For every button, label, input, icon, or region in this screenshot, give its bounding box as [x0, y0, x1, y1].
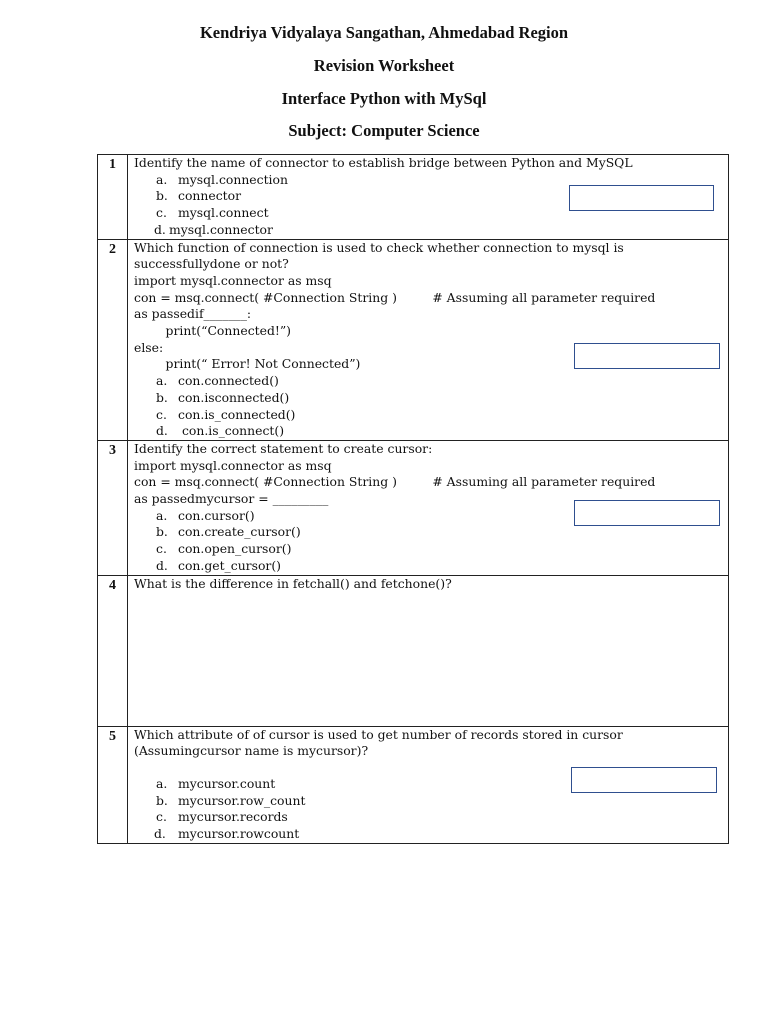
- answer-option: a. con.cursor(): [156, 507, 255, 523]
- question-body: [128, 726, 729, 843]
- question-text: successfullydone or not?: [134, 256, 289, 272]
- question-body: [128, 239, 729, 440]
- answer-option: b. con.isconnected(): [156, 389, 290, 405]
- answer-option: a. mysql.connection: [156, 171, 288, 187]
- answer-option: d. con.is_connect(): [156, 423, 285, 439]
- answer-box[interactable]: [571, 767, 717, 793]
- code-line: con = msq.connect( #Connection String ) # Assuming all parameter required: [134, 289, 656, 305]
- answer-box[interactable]: [569, 185, 714, 211]
- code-line: as passedmycursor = _________: [134, 491, 329, 507]
- question-number: 3: [98, 440, 128, 575]
- answer-option: c. con.is_connected(): [156, 406, 296, 422]
- question-text: Which attribute of of cursor is used to get number of records stored in cursor: [134, 726, 623, 742]
- answer-option: c. mysql.connect: [156, 205, 269, 221]
- question-row: [98, 155, 729, 240]
- answer-option: d. mysql.connector: [154, 221, 273, 237]
- code-line: print(“ Error! Not Connected”): [134, 356, 361, 372]
- answer-option: c. mycursor.records: [156, 809, 288, 825]
- question-number: 1: [98, 155, 128, 240]
- answer-space[interactable]: [134, 592, 728, 724]
- question-body: [128, 155, 729, 240]
- code-line: import mysql.connector as msq: [134, 272, 332, 288]
- answer-option: b. con.create_cursor(): [156, 524, 301, 540]
- question-number: 2: [98, 239, 128, 440]
- code-line: else:: [134, 339, 164, 355]
- answer-box[interactable]: [574, 343, 720, 369]
- question-text: What is the difference in fetchall() and fetchone()?: [134, 575, 452, 591]
- question-row: [98, 440, 729, 575]
- question-text: Identify the name of connector to establish bridge between Python and MySQL: [134, 155, 633, 170]
- question-number: 4: [98, 575, 128, 726]
- question-row: [98, 726, 729, 843]
- school-title: Kendriya Vidyalaya Sangathan, Ahmedabad Region: [199, 23, 569, 42]
- answer-option: c. con.open_cursor(): [156, 541, 292, 557]
- answer-option: a. con.connected(): [156, 373, 279, 389]
- answer-option: d. con.get_cursor(): [156, 557, 282, 573]
- question-body: [128, 575, 729, 726]
- answer-option: a. mycursor.count: [156, 775, 276, 791]
- question-row: [98, 575, 729, 726]
- answer-option: d. mycursor.rowcount: [154, 826, 300, 842]
- question-text: (Assumingcursor name is mycursor)?: [134, 743, 369, 759]
- answer-option: b. connector: [156, 188, 241, 204]
- code-line: con = msq.connect( #Connection String ) # Assuming all parameter required: [134, 474, 656, 490]
- subject-title: Subject: Computer Science: [288, 121, 480, 140]
- question-row: [98, 239, 729, 440]
- question-table: [97, 154, 729, 844]
- answer-box[interactable]: [574, 500, 720, 526]
- code-line: print(“Connected!”): [134, 323, 292, 339]
- code-line: import mysql.connector as msq: [134, 457, 332, 473]
- question-body: [128, 440, 729, 575]
- worksheet-title: Revision Worksheet: [313, 56, 455, 75]
- answer-option: b. mycursor.row_count: [156, 792, 306, 808]
- topic-title: Interface Python with MySql: [281, 89, 487, 108]
- code-line: as passedif_______:: [134, 306, 252, 322]
- question-text: Identify the correct statement to create cursor:: [134, 440, 433, 456]
- question-number: 5: [98, 726, 128, 843]
- question-text: Which function of connection is used to check whether connection to mysql is: [134, 239, 624, 255]
